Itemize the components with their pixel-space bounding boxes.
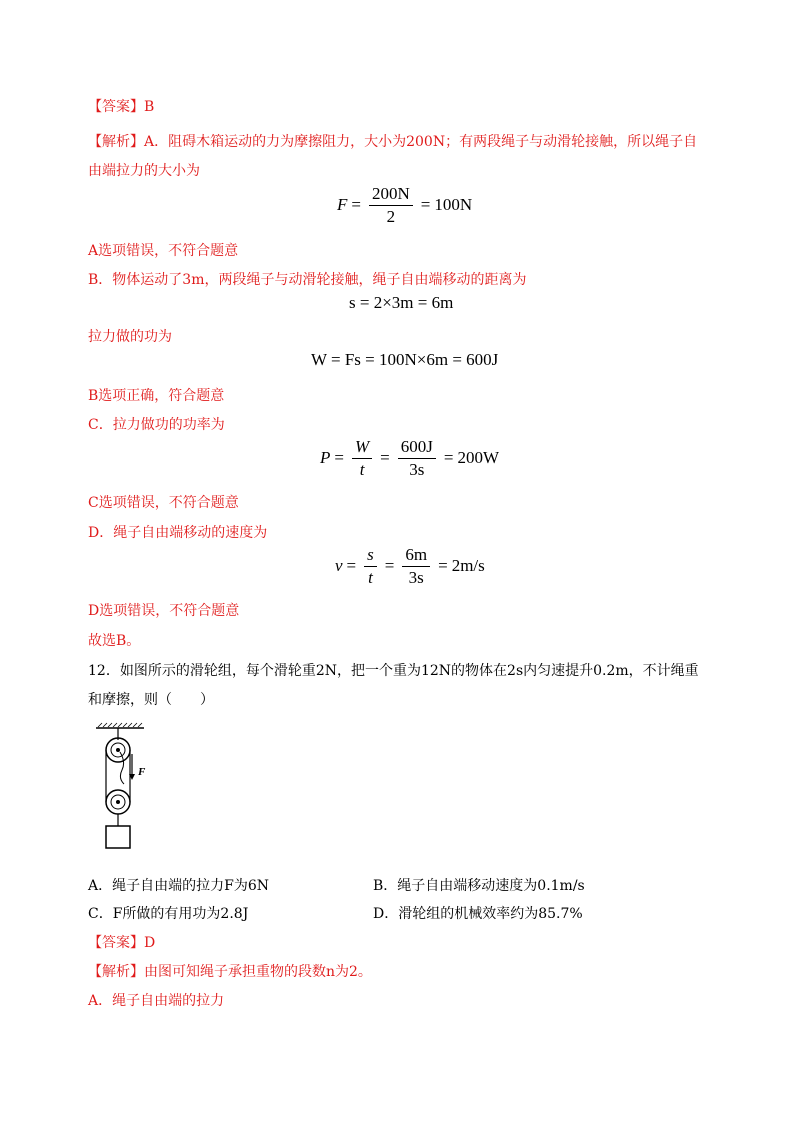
q12-stem-line-2: 和摩擦，则（ ） — [88, 692, 214, 708]
q12-stem-line-1: 12．如图所示的滑轮组，每个滑轮重2N，把一个重为12N的物体在2s内匀速提升0.2m，不计绳重 — [88, 663, 699, 679]
answer-value: D — [144, 935, 156, 951]
c-text: C．拉力做功的功率为 — [88, 417, 225, 433]
c-conclusion: C选项错误，不符合题意 — [88, 495, 239, 511]
option-c[interactable]: C．F所做的有用功为2.8J — [88, 906, 249, 922]
q11-analysis-line-1 — [88, 131, 697, 151]
force-label: F — [138, 766, 146, 778]
a-conclusion: A选项错误，不符合题意 — [88, 243, 239, 259]
option-d[interactable]: D．滑轮组的机械效率约为85.7% — [373, 906, 583, 922]
q12-a-text: A．绳子自由端的拉力 — [88, 993, 225, 1009]
fraction: $\frac{W}{t}$ — [352, 437, 372, 479]
analysis-tag: 【解析】 — [88, 134, 144, 150]
equation-velocity: v = $\frac{s}{t}$ = $\frac{6m}{3s}$ = 2m/s — [335, 545, 485, 587]
d-conclusion: D选项错误，不符合题意 — [88, 603, 240, 619]
b-conclusion: B选项正确，符合题意 — [88, 388, 225, 404]
equation-distance: s = 2×3m = 6m — [349, 293, 454, 312]
analysis-tag: 【解析】 — [88, 964, 144, 980]
fraction: $\frac{s}{t}$ — [364, 545, 377, 587]
option-a[interactable]: A．绳子自由端的拉力F为6N — [88, 878, 269, 894]
analysis-text: A．阻碍木箱运动的力为摩擦阻力，大小为200N；有两段绳子与动滑轮接触，所以绳子自 — [144, 134, 698, 150]
final-answer: 故选B。 — [88, 633, 141, 649]
fraction: $\frac{6m}{3s}$ — [402, 545, 430, 587]
q11-answer-line — [88, 96, 154, 116]
b-text: B．物体运动了3m，两段绳子与动滑轮接触，绳子自由端移动的距离为 — [88, 272, 527, 288]
q11-analysis-line-2: 由端拉力的大小为 — [88, 163, 200, 179]
answer-tag: 【答案】 — [88, 99, 144, 115]
fraction: $\frac{600J}{3s}$ — [398, 437, 436, 479]
fraction: $\frac{200N}{2}$ — [369, 184, 413, 226]
equation-force: F = $\frac{200N}{2}$ = 100N — [337, 184, 473, 226]
answer-value: B — [144, 99, 155, 115]
q12-analysis-line — [88, 961, 372, 981]
answer-tag: 【答案】 — [88, 935, 144, 951]
option-b[interactable]: B．绳子自由端移动速度为0.1m/s — [373, 878, 585, 894]
q12-answer-line — [88, 932, 155, 952]
d-text: D．绳子自由端移动的速度为 — [88, 525, 268, 541]
equation-work: W = Fs = 100N×6m = 600J — [311, 350, 499, 369]
work-label: 拉力做的功为 — [88, 329, 172, 345]
analysis-text: 由图可知绳子承担重物的段数n为2。 — [144, 964, 372, 980]
pulley-figure — [92, 722, 152, 854]
equation-power: P = $\frac{W}{t}$ = $\frac{600J}{3s}$ = 200W — [320, 437, 500, 479]
